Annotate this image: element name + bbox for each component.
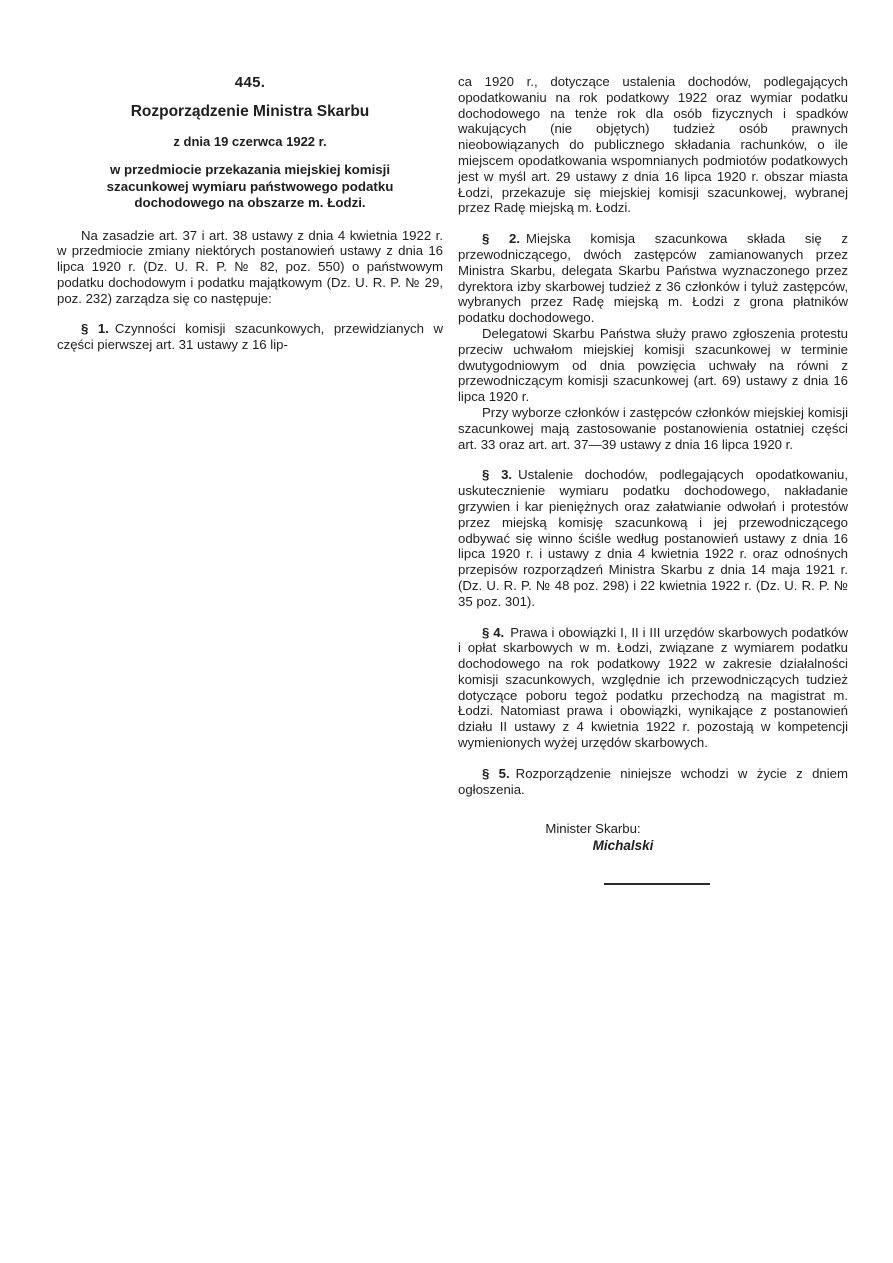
section-2-text: Miejska komisja szacunkowa składa się z przewodniczącego, dwóch zastępców zamianowanych przez Ministra Skarbu, delegata Skarbu Państwa wyznaczonego przez dyrektora izby skarbowej tudzież z 36 członków i tyluż zastępców, wybranych przez Radę miejską m. Łodzi z grona płatników podatku dochodowego. [458,231,848,326]
section-mark-5: § 5. [482,765,510,781]
section-4-text: Prawa i obowiązki I, II i III urzędów skarbowych podatków i opłat skarbowych w m. Łodzi, związane z wymiarem podatku dochodowego na rok podatkowy 1922 w zakresie działalności komisji szacunkowych, względnie ich przewodniczących tudzież dotyczące poboru tegoż podatku przechodzą na magistrat m. Łodzi. Natomiast prawa i obowiązki, wynikające z postanowień działu II ustawy z 4 kwietnia 1922 r. pozostają w kompetencji wymienionych wyżej urzędów skarbowych. [458,624,848,751]
paragraph-section-2b: Delegatowi Skarbu Państwa służy prawo zgłoszenia protestu przeciw uchwałom miejskiej komisji szacunkowej w terminie dwutygodniowym od dnia powzięcia uchwały na równi z przewodniczącym komisji szacunkowej (art. 69) ustawy z dnia 16 lipca 1920 r. [458,325,848,405]
section-mark-4: § 4. [482,624,505,640]
paragraph-intro: Na zasadzie art. 37 i art. 38 ustawy z dnia 4 kwietnia 1922 r. w przedmiocie zmiany niektórych postanowień ustawy z dnia 16 lipca 1920 r. (Dz. U. R. P. № 82, poz. 550) o państwowym podatku dochodowym i podatku majątkowym (Dz. U. R. P. № 29, poz. 232) zarządza się co następuje: [57,227,443,306]
paragraph-section-1 [57,321,443,353]
right-column [458,74,848,885]
signature-role: Minister Skarbu: [545,821,641,837]
paragraph-section-4 [458,625,848,751]
signature-block [458,821,848,885]
document-date-line: z dnia 19 czerwca 1922 r. [173,134,327,149]
document-number: 445. [234,74,266,91]
section-mark-2: § 2. [482,231,521,247]
document-title: Rozporządzenie Ministra Skarbu [130,103,370,120]
left-column [57,74,443,353]
signature-name: Michalski [592,838,654,854]
paragraph-section-3 [458,467,848,609]
section-5-text: Rozporządzenie niniejsze wchodzi w życie z dniem ogłoszenia. [458,765,848,797]
paragraph-section-2c: Przy wyborze członków i zastępców członków miejskiej komisji szacunkowej mają zastosowanie postanowienia ostatniej części art. 33 oraz art. art. 37—39 ustawy z dnia 16 lipca 1920 r. [458,404,848,452]
paragraph-section-1-continued: ca 1920 r., dotyczące ustalenia dochodów, podlegających opodatkowaniu na rok podatkowy 1922 oraz wymiar podatku dochodowego na tenże rok dla osób fizycznych i spadków wakujących (nie objętych) tudzież osób prawnych nieobowiązanych do publicznego składania rachunków, o ile miejscem opodatkowania wspomnianych podmiotów podatkowych jest w myśl art. 29 ustawy z dnia 16 lipca 1920 r. obszar miasta Łodzi, przekazuje się miejskiej komisji szacunkowej, wybranej przez Radę miejską m. Łodzi. [458,74,848,216]
section-mark-3: § 3. [482,467,513,483]
document-subject: w przedmiocie przekazania miejskiej komisji szacunkowej wymiaru państwowego podatku dochodowego na obszarze m. Łodzi. [106,162,394,210]
section-mark-1: § 1. [81,321,109,337]
paragraph-section-5 [458,766,848,798]
paragraph-section-2 [458,231,848,326]
section-1-text: Czynności komisji szacunkowych, przewidzianych w części pierwszej art. 31 ustawy z 16 lip- [57,321,443,353]
signature-rule [604,883,710,885]
section-3-text: Ustalenie dochodów, podlegających opodatkowaniu, uskutecznienie wymiaru podatku dochodowego, nakładanie grzywien i kar pieniężnych oraz załatwianie odwołań i protestów przez miejską komisję szacunkową i jej przewodniczącego odbywać się winno ściśle według postanowień ustawy z dnia 16 lipca 1920 r. i ustawy z dnia 4 kwietnia 1922 r. oraz odnośnych przepisów rozporządzeń Ministra Skarbu z dnia 14 maja 1921 r. (Dz. U. R. P. № 48 poz. 298) i 22 kwietnia 1922 r. (Dz. U. R. P. № 35 poz. 301). [458,467,849,609]
